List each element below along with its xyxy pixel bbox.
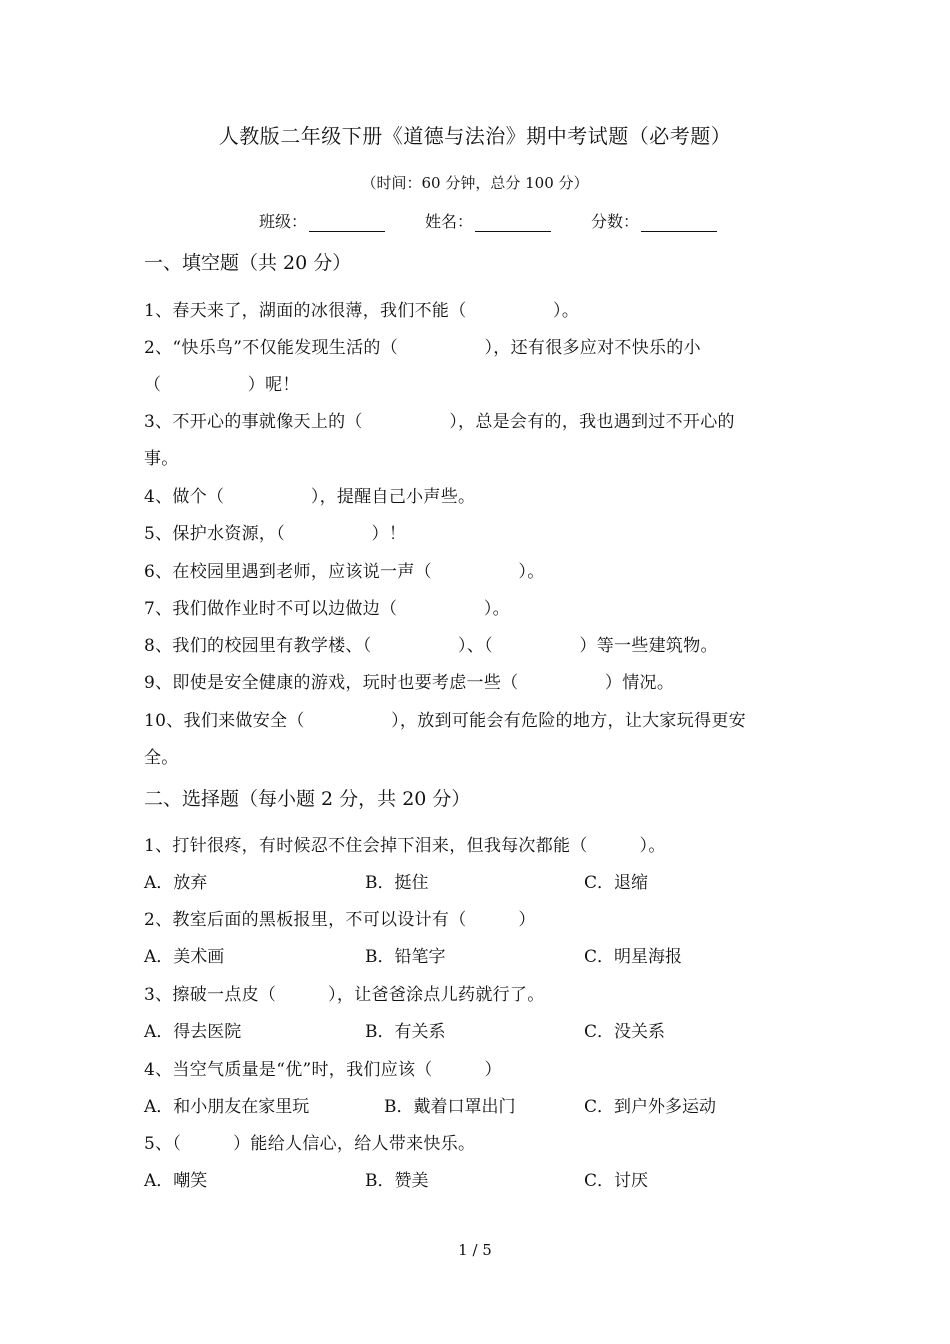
page-number: 1 / 5 bbox=[458, 1241, 492, 1259]
name-blank bbox=[475, 213, 551, 232]
choice-option-c: C．退缩 bbox=[584, 873, 649, 893]
choice-option-b: B．有关系 bbox=[365, 1022, 446, 1042]
choice-option-c: C．到户外多运动 bbox=[584, 1097, 717, 1117]
choice-question: 4、当空气质量是“优”时，我们应该（ ） bbox=[144, 1060, 502, 1080]
fill-question-line: 8、我们的校园里有教学楼、（ ）、（ ）等一些建筑物。 bbox=[144, 636, 718, 656]
choice-option-a: A．美术画 bbox=[144, 947, 225, 967]
fill-question-line: （ ）呢！ bbox=[144, 375, 300, 395]
choice-question: 2、教室后面的黑板报里，不可以设计有（ ） bbox=[144, 910, 536, 930]
fill-question-line: 7、我们做作业时不可以边做边（ ）。 bbox=[144, 599, 510, 619]
student-info-row bbox=[259, 209, 717, 232]
section-choice-heading: 二、选择题（每小题 2 分，共 20 分） bbox=[144, 788, 471, 810]
choice-option-b: B．挺住 bbox=[365, 873, 429, 893]
choice-option-b: B．戴着口罩出门 bbox=[384, 1097, 516, 1117]
fill-question-line: 10、我们来做安全（ ），放到可能会有危险的地方，让大家玩得更安 bbox=[144, 711, 746, 731]
choice-option-c: C．讨厌 bbox=[584, 1171, 649, 1191]
class-label: 班级： bbox=[259, 212, 308, 231]
name-label: 姓名： bbox=[425, 212, 474, 231]
choice-option-b: B．赞美 bbox=[365, 1171, 429, 1191]
fill-question-line: 6、在校园里遇到老师，应该说一声（ ）。 bbox=[144, 562, 545, 582]
choice-option-a: A．得去医院 bbox=[144, 1022, 242, 1042]
choice-question: 5、（ ）能给人信心，给人带来快乐。 bbox=[144, 1134, 476, 1154]
fill-question-line: 5、保护水资源，（ ）！ bbox=[144, 524, 407, 544]
class-blank bbox=[309, 213, 385, 232]
score-label: 分数： bbox=[591, 212, 640, 231]
fill-question-line: 9、即使是安全健康的游戏，玩时也要考虑一些（ ）情况。 bbox=[144, 673, 675, 693]
fill-question-line: 全。 bbox=[144, 748, 179, 768]
choice-option-c: C．明星海报 bbox=[584, 947, 683, 967]
fill-question-line: 4、做个（ ），提醒自己小声些。 bbox=[144, 487, 476, 507]
fill-question-line: 1、春天来了，湖面的冰很薄，我们不能（ ）。 bbox=[144, 301, 580, 321]
exam-time-note: （时间：60 分钟，总分 100 分） bbox=[361, 174, 589, 192]
page-title: 人教版二年级下册《道德与法治》期中考试题（必考题） bbox=[218, 124, 732, 148]
choice-option-b: B．铅笔字 bbox=[365, 947, 446, 967]
choice-option-a: A．和小朋友在家里玩 bbox=[144, 1097, 310, 1117]
choice-option-a: A．嘲笑 bbox=[144, 1171, 208, 1191]
fill-question-line: 3、不开心的事就像天上的（ ），总是会有的，我也遇到过不开心的 bbox=[144, 412, 735, 432]
choice-question: 3、擦破一点皮（ ），让爸爸涂点儿药就行了。 bbox=[144, 985, 545, 1005]
choice-option-c: C．没关系 bbox=[584, 1022, 666, 1042]
score-blank bbox=[641, 213, 717, 232]
choice-question: 1、打针很疼，有时候忍不住会掉下泪来，但我每次都能（ ）。 bbox=[144, 836, 666, 856]
choice-option-a: A．放弃 bbox=[144, 873, 208, 893]
fill-question-line: 事。 bbox=[144, 449, 179, 469]
section-fill-blank-heading: 一、填空题（共 20 分） bbox=[144, 252, 352, 274]
fill-question-line: 2、“快乐鸟”不仅能发现生活的（ ），还有很多应对不快乐的小 bbox=[144, 338, 701, 358]
